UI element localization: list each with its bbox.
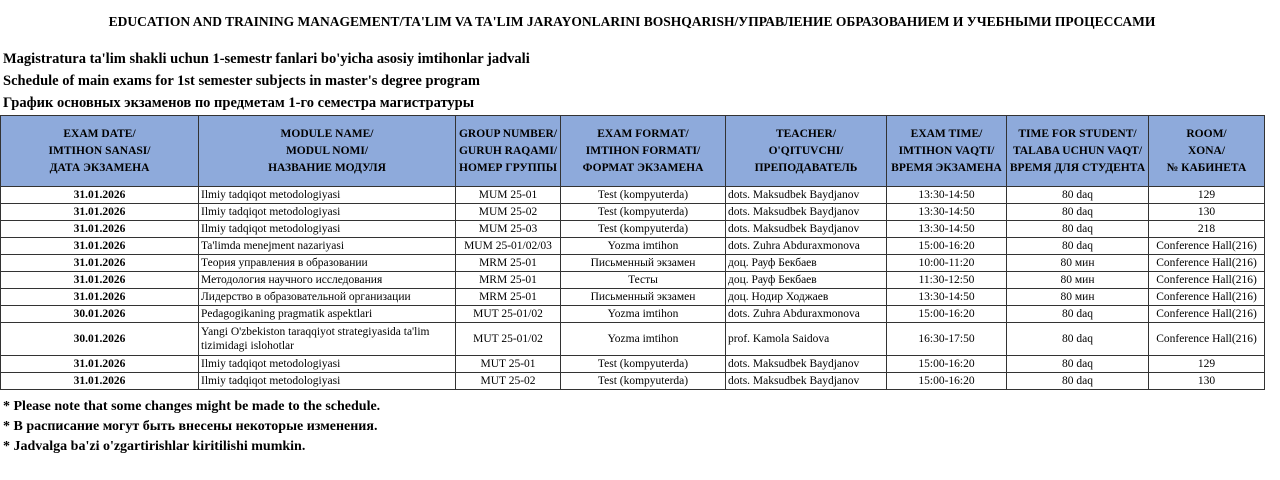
cell-exam-date: 30.01.2026 bbox=[1, 323, 199, 356]
cell-teacher: доц. Рауф Бекбаев bbox=[726, 272, 887, 289]
cell-exam-date: 31.01.2026 bbox=[1, 373, 199, 390]
cell-exam-date: 31.01.2026 bbox=[1, 238, 199, 255]
cell-exam-date: 31.01.2026 bbox=[1, 289, 199, 306]
cell-student-time: 80 daq bbox=[1007, 221, 1149, 238]
cell-teacher: доц. Нодир Ходжаев bbox=[726, 289, 887, 306]
subtitle-uz: Magistratura ta'lim shakli uchun 1-semestr fanlari bo'yicha asosiy imtihonlar jadvali bbox=[3, 51, 530, 67]
header-line: IMTIHON SANASI/ bbox=[48, 144, 151, 157]
header-student-time bbox=[1007, 116, 1149, 187]
cell-group-number: MUT 25-02 bbox=[456, 373, 561, 390]
cell-student-time: 80 мин bbox=[1007, 272, 1149, 289]
table-row bbox=[1, 306, 1265, 323]
header-line: EXAM DATE/ bbox=[63, 127, 136, 140]
table-row bbox=[1, 373, 1265, 390]
cell-teacher: dots. Zuhra Abduraxmonova bbox=[726, 306, 887, 323]
cell-student-time: 80 мин bbox=[1007, 255, 1149, 272]
header-teacher bbox=[726, 116, 887, 187]
table-row bbox=[1, 221, 1265, 238]
cell-teacher: dots. Maksudbek Baydjanov bbox=[726, 204, 887, 221]
cell-exam-date: 31.01.2026 bbox=[1, 356, 199, 373]
cell-student-time: 80 daq bbox=[1007, 356, 1149, 373]
cell-module-name: Pedagogikaning pragmatik aspektlari bbox=[199, 306, 456, 323]
cell-group-number: MRM 25-01 bbox=[456, 289, 561, 306]
cell-group-number: MUM 25-01/02/03 bbox=[456, 238, 561, 255]
cell-group-number: MRM 25-01 bbox=[456, 255, 561, 272]
header-line: ВРЕМЯ ЭКЗАМЕНА bbox=[891, 161, 1002, 174]
cell-exam-time: 15:00-16:20 bbox=[887, 356, 1007, 373]
cell-group-number: MUM 25-02 bbox=[456, 204, 561, 221]
cell-room: 129 bbox=[1149, 356, 1265, 373]
cell-group-number: MUT 25-01/02 bbox=[456, 323, 561, 356]
cell-exam-date: 31.01.2026 bbox=[1, 272, 199, 289]
cell-room: 129 bbox=[1149, 187, 1265, 204]
cell-module-name: Ilmiy tadqiqot metodologiyasi bbox=[199, 221, 456, 238]
cell-exam-time: 13:30-14:50 bbox=[887, 221, 1007, 238]
header-line: ФОРМАТ ЭКЗАМЕНА bbox=[582, 161, 704, 174]
cell-exam-time: 15:00-16:20 bbox=[887, 306, 1007, 323]
header-group-number bbox=[456, 116, 561, 187]
cell-student-time: 80 мин bbox=[1007, 289, 1149, 306]
cell-room: Conference Hall(216) bbox=[1149, 238, 1265, 255]
header-line: НАЗВАНИЕ МОДУЛЯ bbox=[268, 161, 386, 174]
cell-module-name: Yangi O'zbekiston taraqqiyot strategiyasida ta'lim tizimidagi islohotlar bbox=[199, 323, 456, 356]
cell-exam-date: 31.01.2026 bbox=[1, 187, 199, 204]
cell-module-name: Методология научного исследования bbox=[199, 272, 456, 289]
table-row bbox=[1, 289, 1265, 306]
cell-group-number: MUT 25-01 bbox=[456, 356, 561, 373]
cell-module-name: Теория управления в образовании bbox=[199, 255, 456, 272]
header-line: EXAM TIME/ bbox=[910, 127, 983, 140]
header-exam-date bbox=[1, 116, 199, 187]
header-line: TALABA UCHUN VAQT/ bbox=[1012, 144, 1143, 157]
header-line: MODUL NOMI/ bbox=[285, 144, 369, 157]
cell-room: Conference Hall(216) bbox=[1149, 323, 1265, 356]
cell-exam-time: 15:00-16:20 bbox=[887, 238, 1007, 255]
note-ru: * В расписание могут быть внесены некоторые изменения. bbox=[3, 419, 378, 434]
cell-exam-time: 13:30-14:50 bbox=[887, 204, 1007, 221]
cell-room: Conference Hall(216) bbox=[1149, 306, 1265, 323]
table-row bbox=[1, 255, 1265, 272]
subtitle-en: Schedule of main exams for 1st semester subjects in master's degree program bbox=[3, 73, 480, 89]
cell-exam-format: Test (kompyuterda) bbox=[561, 373, 726, 390]
header-exam-time bbox=[887, 116, 1007, 187]
cell-module-name: Ilmiy tadqiqot metodologiyasi bbox=[199, 373, 456, 390]
cell-exam-format: Test (kompyuterda) bbox=[561, 204, 726, 221]
header-line: ROOM/ bbox=[1186, 127, 1227, 140]
header-room bbox=[1149, 116, 1265, 187]
note-uz: * Jadvalga ba'zi o'zgartirishlar kiritilishi mumkin. bbox=[3, 439, 306, 454]
cell-exam-date: 31.01.2026 bbox=[1, 255, 199, 272]
header-line: TIME FOR STUDENT/ bbox=[1018, 127, 1137, 140]
cell-room: Conference Hall(216) bbox=[1149, 289, 1265, 306]
table-row bbox=[1, 187, 1265, 204]
cell-exam-format: Test (kompyuterda) bbox=[561, 356, 726, 373]
cell-student-time: 80 daq bbox=[1007, 323, 1149, 356]
cell-room: Conference Hall(216) bbox=[1149, 255, 1265, 272]
cell-teacher: prof. Kamola Saidova bbox=[726, 323, 887, 356]
page-title: EDUCATION AND TRAINING MANAGEMENT/TA'LIM VA TA'LIM JARAYONLARINI BOSHQARISH/УПРАВЛЕНИЕ ОБРАЗОВАНИЕМ И УЧЕБНЫМИ ПРОЦЕССАМИ bbox=[108, 14, 1156, 29]
header-line: IMTIHON VAQTI/ bbox=[898, 144, 995, 157]
cell-module-name: Лидерство в образовательной организации bbox=[199, 289, 456, 306]
cell-teacher: dots. Maksudbek Baydjanov bbox=[726, 356, 887, 373]
cell-group-number: MRM 25-01 bbox=[456, 272, 561, 289]
cell-teacher: dots. Maksudbek Baydjanov bbox=[726, 373, 887, 390]
table-row bbox=[1, 238, 1265, 255]
table-row bbox=[1, 272, 1265, 289]
header-line: TEACHER/ bbox=[775, 127, 837, 140]
cell-exam-format: Yozma imtihon bbox=[561, 306, 726, 323]
header-line: ПРЕПОДАВАТЕЛЬ bbox=[754, 161, 858, 174]
header-line: GURUH RAQAMI/ bbox=[458, 144, 558, 157]
cell-room: 130 bbox=[1149, 373, 1265, 390]
note-en: * Please note that some changes might be made to the schedule. bbox=[3, 399, 381, 414]
cell-student-time: 80 daq bbox=[1007, 306, 1149, 323]
header-module-name bbox=[199, 116, 456, 187]
cell-room: Conference Hall(216) bbox=[1149, 272, 1265, 289]
header-line: ВРЕМЯ ДЛЯ СТУДЕНТА bbox=[1009, 161, 1146, 174]
cell-exam-format: Test (kompyuterda) bbox=[561, 187, 726, 204]
cell-exam-format: Письменный экзамен bbox=[561, 255, 726, 272]
cell-exam-time: 13:30-14:50 bbox=[887, 289, 1007, 306]
header-line: ДАТА ЭКЗАМЕНА bbox=[49, 161, 150, 174]
cell-exam-time: 11:30-12:50 bbox=[887, 272, 1007, 289]
cell-module-name: Ilmiy tadqiqot metodologiyasi bbox=[199, 187, 456, 204]
cell-module-name: Ta'limda menejment nazariyasi bbox=[199, 238, 456, 255]
cell-student-time: 80 daq bbox=[1007, 204, 1149, 221]
cell-teacher: dots. Zuhra Abduraxmonova bbox=[726, 238, 887, 255]
cell-group-number: MUT 25-01/02 bbox=[456, 306, 561, 323]
header-line: O'QITUVCHI/ bbox=[768, 144, 844, 157]
cell-student-time: 80 daq bbox=[1007, 238, 1149, 255]
header-line: XONA/ bbox=[1187, 144, 1226, 157]
cell-exam-format: Тесты bbox=[561, 272, 726, 289]
cell-exam-date: 31.01.2026 bbox=[1, 221, 199, 238]
cell-student-time: 80 daq bbox=[1007, 187, 1149, 204]
cell-exam-date: 30.01.2026 bbox=[1, 306, 199, 323]
cell-room: 218 bbox=[1149, 221, 1265, 238]
cell-module-name: Ilmiy tadqiqot metodologiyasi bbox=[199, 356, 456, 373]
subtitle-ru: График основных экзаменов по предметам 1-го семестра магистратуры bbox=[3, 95, 475, 111]
cell-exam-time: 16:30-17:50 bbox=[887, 323, 1007, 356]
cell-exam-date: 31.01.2026 bbox=[1, 204, 199, 221]
cell-exam-format: Yozma imtihon bbox=[561, 238, 726, 255]
exam-schedule-table bbox=[0, 115, 1265, 390]
cell-exam-time: 10:00-11:20 bbox=[887, 255, 1007, 272]
cell-exam-time: 13:30-14:50 bbox=[887, 187, 1007, 204]
header-line: MODULE NAME/ bbox=[280, 127, 374, 140]
cell-module-name: Ilmiy tadqiqot metodologiyasi bbox=[199, 204, 456, 221]
header-line: НОМЕР ГРУППЫ bbox=[459, 161, 557, 174]
cell-teacher: dots. Maksudbek Baydjanov bbox=[726, 221, 887, 238]
cell-teacher: dots. Maksudbek Baydjanov bbox=[726, 187, 887, 204]
header-line: GROUP NUMBER/ bbox=[458, 127, 558, 140]
cell-exam-format: Test (kompyuterda) bbox=[561, 221, 726, 238]
table-row bbox=[1, 204, 1265, 221]
table-row bbox=[1, 356, 1265, 373]
cell-teacher: доц. Рауф Бекбаев bbox=[726, 255, 887, 272]
header-line: EXAM FORMAT/ bbox=[597, 127, 689, 140]
header-line: IMTIHON FORMATI/ bbox=[585, 144, 701, 157]
header-line: № КАБИНЕТА bbox=[1166, 161, 1247, 174]
cell-exam-time: 15:00-16:20 bbox=[887, 373, 1007, 390]
cell-group-number: MUM 25-01 bbox=[456, 187, 561, 204]
table-row bbox=[1, 323, 1265, 356]
table-header-row bbox=[1, 116, 1265, 187]
cell-group-number: MUM 25-03 bbox=[456, 221, 561, 238]
cell-exam-format: Yozma imtihon bbox=[561, 323, 726, 356]
cell-student-time: 80 daq bbox=[1007, 373, 1149, 390]
cell-exam-format: Письменный экзамен bbox=[561, 289, 726, 306]
header-exam-format bbox=[561, 116, 726, 187]
cell-room: 130 bbox=[1149, 204, 1265, 221]
